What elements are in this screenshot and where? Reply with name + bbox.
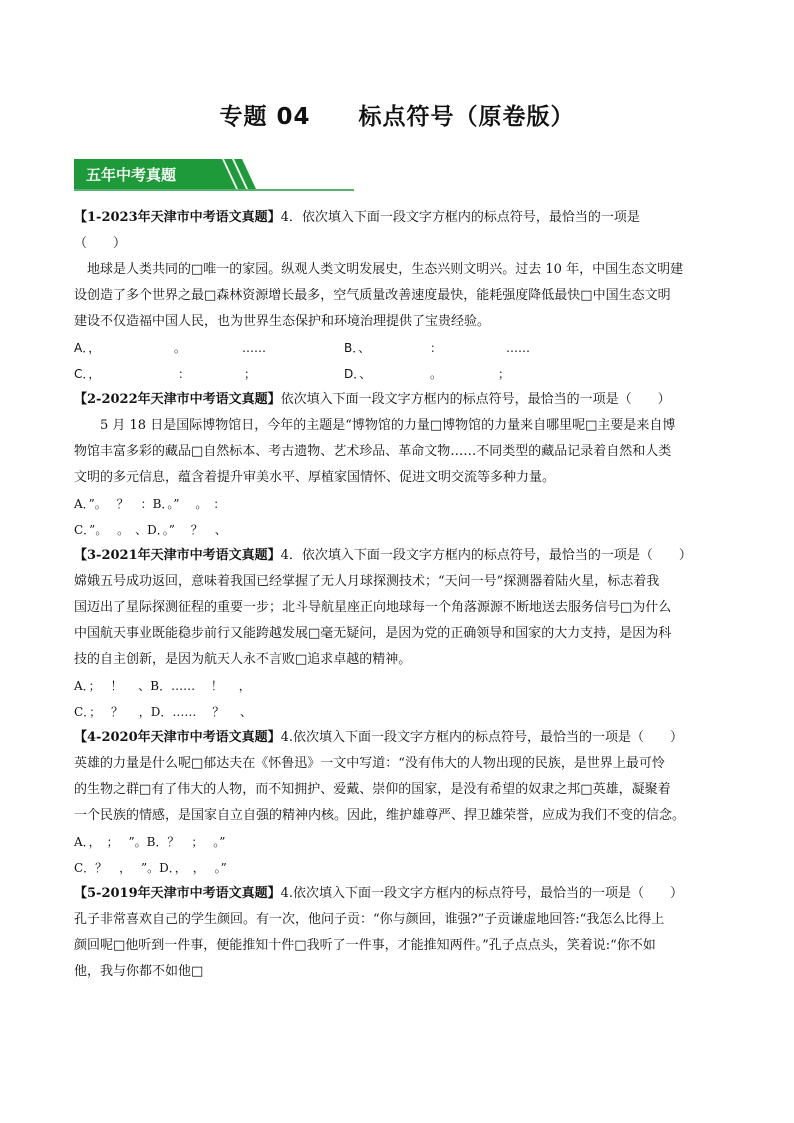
question-stem: 【5-2019年天津市中考语文真题】4.依次填入下面一段文字方框内的标点符号，最恰当的一项是（ ） — [74, 886, 684, 901]
question-4 — [74, 725, 724, 881]
options-row: C．； ？ ，D．…… ？ 、 — [74, 705, 253, 719]
passage-line: 建设不仅造福中国人民，也为世界生态保护和环境治理提供了宝贵经验。 — [74, 314, 491, 329]
question-stem: 【4-2020年天津市中考语文真题】4.依次填入下面一段文字方框内的标点符号，最恰当的一项是（ ） — [74, 730, 684, 745]
question-stem: 【3-2021年天津市中考语文真题】4．依次填入下面一段文字方框内的标点符号，最恰当的一项是（ ） — [74, 548, 692, 563]
passage-line: 颜回呢□他听到一件事，便能推知十件□我听了一件事，才能推知两件。”孔子点点头，笑着说:“你不如 — [74, 938, 656, 953]
options-row: C．？ ， ”。D．， ， 。” — [74, 861, 227, 875]
options-row: A．， ； ”。B．？ ； 。” — [74, 835, 226, 849]
section-banner — [74, 157, 354, 191]
question-2 — [74, 387, 724, 543]
options-row: C．， ： ； D．、 。 ； — [74, 361, 724, 387]
options-row: A．”。 ？ ：B．。” 。 ： — [74, 497, 226, 511]
question-stem: 【1-2023年天津市中考语文真题】4．依次填入下面一段文字方框内的标点符号，最恰当的一项是 — [74, 210, 640, 225]
option-a: A．， — [74, 341, 101, 355]
question-source: 【1-2023年天津市中考语文真题】 — [74, 210, 281, 225]
options-row: A．； ！ 、B．…… ！ ， — [74, 679, 251, 693]
answer-blank: （ ） — [74, 236, 127, 251]
option-d: D．、 — [344, 367, 372, 381]
page-title: 专题 04 标点符号（原卷版） — [219, 104, 575, 130]
passage-line: 中国航天事业既能稳步前行又能跨越发展□毫无疑问，是因为党的正确领导和国家的大力支持，是因为科 — [74, 626, 672, 641]
passage-line: 物馆丰富多彩的藏品□自然标本、考古遗物、艺术珍品、革命文物……不同类型的藏品记录着自然和人类 — [74, 444, 672, 459]
question-3 — [74, 543, 724, 725]
passage-line: 设创造了多个世界之最□森林资源增长最多，空气质量改善速度最快，能耗强度降低最快□中国生态文明 — [74, 288, 671, 303]
passage-line: 国迈出了星际探测征程的重要一步；北斗导航星座正向地球每一个角落源源不断地送去服务信号□为什么 — [74, 600, 672, 615]
passage-line: 地球是人类共同的□唯一的家园。纵观人类文明发展史，生态兴则文明兴。过去 10 年，中国生态文明建 — [74, 262, 684, 277]
passage-line: 嫦娥五号成功返回，意味着我国已经掌握了无人月球探测技术；“天问一号”探测器着陆火星，标志着我 — [74, 574, 660, 589]
question-1 — [74, 205, 724, 387]
passage-line: 孔子非常喜欢自己的学生颜回。有一次，他问子贡：“你与颜回，谁强?”子贡谦虚地回答:“我怎么比得上 — [74, 912, 665, 927]
options-row: C．”。 。 、D．。” ？ 、 — [74, 523, 227, 537]
passage-line: 一个民族的情感，是国家自立自强的精神内核。因此，维护雄尊严、捍卫雄荣誉，应成为我们不变的信念。 — [74, 808, 686, 823]
question-source: 【2-2022年天津市中考语文真题】 — [74, 392, 281, 407]
passage-line: 技的自主创新，是因为航天人永不言败□追求卓越的精神。 — [74, 652, 412, 667]
passage-line: 的生物之群□有了伟大的人物，而不知拥护、爱戴、崇仰的国家，是没有希望的奴隶之邦□英雄，凝聚着 — [74, 782, 671, 797]
section-title: 五年中考真题 — [86, 166, 177, 184]
passage-line: 5 月 18 日是国际博物馆日，今年的主题是“博物馆的力量□博物馆的力量来自哪里呢□主要是来自博 — [74, 418, 676, 433]
question-source: 【3-2021年天津市中考语文真题】 — [74, 548, 281, 563]
passage-line: 文明的多元信息，蕴含着提升审美水平、厚植家国情怀、促进文明交流等多种力量。 — [74, 470, 556, 485]
questions-body — [74, 205, 724, 985]
passage-line: 他，我与你都不如他□ — [74, 964, 204, 979]
question-source: 【5-2019年天津市中考语文真题】 — [74, 886, 281, 901]
options-row: A．， 。 …… B．、 ： …… — [74, 335, 724, 361]
question-stem: 【2-2022年天津市中考语文真题】依次填入下面一段文字方框内的标点符号，最恰当的一项是（ ） — [74, 392, 671, 407]
question-5 — [74, 881, 724, 985]
option-c: C．， — [74, 367, 101, 381]
question-source: 【4-2020年天津市中考语文真题】 — [74, 730, 281, 745]
option-b: B．、 — [344, 341, 371, 355]
passage-line: 英雄的力量是什么呢□郁达夫在《怀鲁迅》一文中写道：“没有伟大的人物出现的民族，是世界上最可怜 — [74, 756, 665, 771]
